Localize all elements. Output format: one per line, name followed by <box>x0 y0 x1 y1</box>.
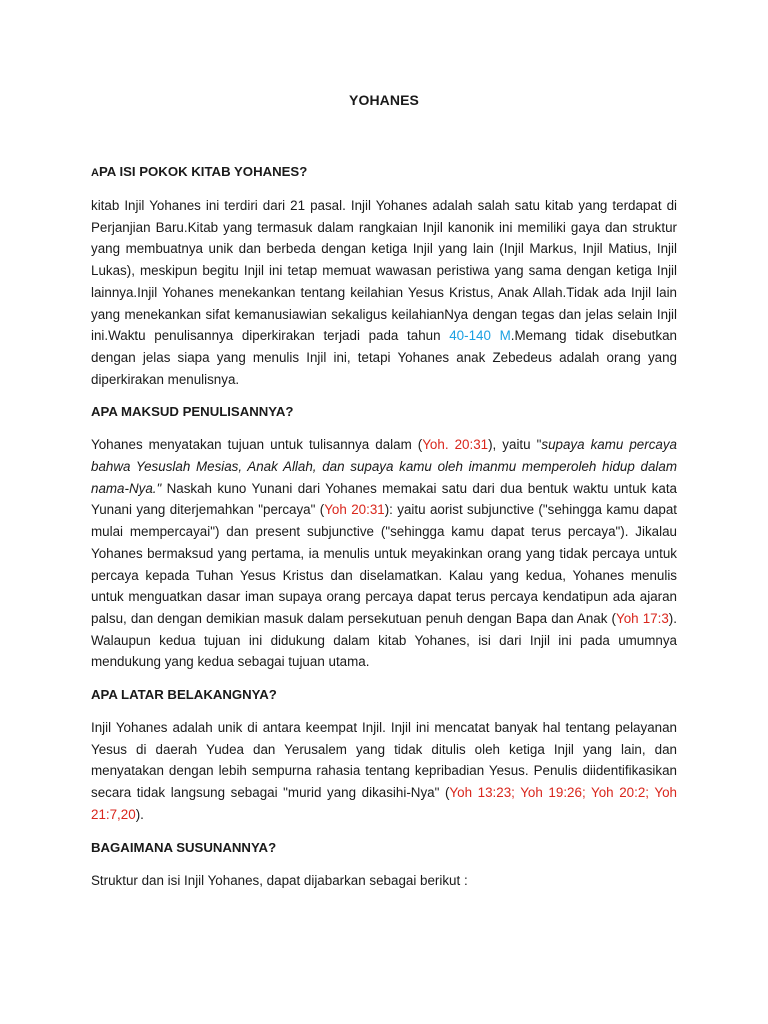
scripture-reference[interactable]: Yoh. 20:31 <box>422 437 489 453</box>
scripture-reference[interactable]: Yoh 17:3 <box>616 610 669 626</box>
paragraph-text: Yohanes menyatakan tujuan untuk tulisannya dalam ( <box>91 437 423 453</box>
paragraph-maksud <box>91 434 677 673</box>
scripture-reference[interactable]: Yoh 13:23; Yoh 19:26; Yoh 20:2; Yoh 21:7,20 <box>91 785 677 822</box>
section-heading-latar-belakang: APA LATAR BELAKANGNYA? <box>91 687 277 703</box>
paragraph-text: ). Walaupun kedua tujuan ini didukung dalam kitab Yohanes, isi dari Injil ini pada umumnya mendukung yang kedua sebagai tujuan utama. <box>91 610 677 670</box>
paragraph-text: kitab Injil Yohanes ini terdiri dari 21 pasal. Injil Yohanes adalah salah satu kitab yang terdapat di Perjanjian Baru.Kitab yang termasuk dalam rangkaian Injil kanonik ini memiliki gaya dan struktur yang membuatnya unik dan berbeda dengan ketiga Injil yang lain (Injil Markus, Injil Matius, Injil Lukas), meskipun begitu Injil ini tetap memuat wawasan peristiwa yang sama dengan ketiga Injil lainnya.Injil Yohanes menekankan tentang keilahian Yesus Kristus, Anak Allah.Tidak ada Injil lain yang menekankan sifat kemanusiawian sekaligus keilahianNya dengan tegas dan jelas selain Injil ini.Waktu penulisannya diperkirakan terjadi pada tahun <box>91 198 677 344</box>
paragraph-text: ). <box>135 806 144 822</box>
paragraph-susunan <box>91 870 677 892</box>
heading-text: PA ISI POKOK KITAB YOHANES? <box>98 164 308 179</box>
date-link[interactable]: 40-140 M <box>449 328 511 344</box>
paragraph-text: ): yaitu aorist subjunctive ("sehingga kamu dapat mulai mempercayai") dan present subjunctive ("sehingga kamu dapat terus percaya"). Jikalau Yohanes bermaksud yang pertama, ia menulis untuk meyakinkan orang yang tidak percaya untuk percaya kepada Tuhan Yesus Kristus dan diselamatkan. Kalau yang kedua, Yohanes menulis untuk menguatkan dasar iman supaya orang percaya dapat terus percaya kendatipun ada ajaran palsu, dan dengan demikian masuk dalam persekutuan penuh dengan Bapa dan Anak ( <box>91 502 678 626</box>
scripture-reference[interactable]: Yoh 20:31 <box>324 502 385 518</box>
section-heading-isi-pokok <box>91 162 677 183</box>
section-heading-susunan: BAGAIMANA SUSUNANNYA? <box>91 839 277 855</box>
document-title: YOHANES <box>349 92 419 108</box>
paragraph-isi-pokok <box>91 195 677 390</box>
paragraph-text: Injil Yohanes adalah unik di antara keempat Injil. Injil ini mencatat banyak hal tentang pelayanan Yesus di daerah Yudea dan Yerusalem yang tidak ditulis oleh ketiga Injil yang lain, dan menyatakan dengan lebih sempurna rahasia tentang kepribadian Yesus. Penulis diidentifikasikan secara tidak langsung sebagai "murid yang dikasihi-Nya" ( <box>91 720 677 801</box>
paragraph-text: Struktur dan isi Injil Yohanes, dapat dijabarkan sebagai berikut : <box>91 872 468 888</box>
quote-text: supaya kamu percaya bahwa Yesuslah Mesias, Anak Allah, dan supaya kamu oleh imanmu memperoleh hidup dalam nama-Nya." <box>91 437 677 496</box>
paragraph-text: ), yaitu " <box>488 437 542 453</box>
paragraph-latar-belakang <box>91 717 677 826</box>
section-heading-maksud: APA MAKSUD PENULISANNYA? <box>91 404 294 420</box>
paragraph-text: Naskah kuno Yunani dari Yohanes memakai satu dari dua bentuk waktu untuk kata Yunani yang diterjemahkan "percaya" ( <box>91 480 677 518</box>
document-page <box>91 92 677 903</box>
heading-initial-letter: A <box>91 167 99 179</box>
paragraph-text-end: .Memang tidak disebutkan dengan jelas siapa yang menulis Injil ini, tetapi Yohanes anak Zebedeus adalah orang yang diperkirakan menulisnya. <box>91 328 677 387</box>
